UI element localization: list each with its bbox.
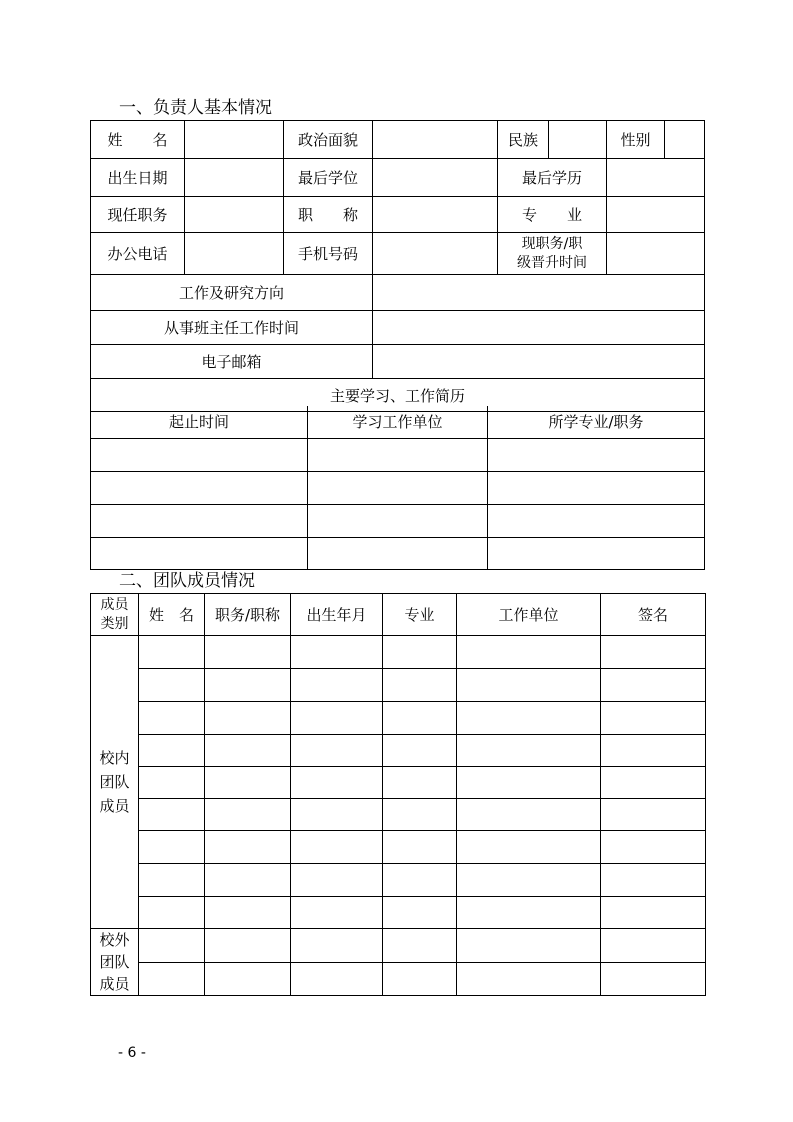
label-promotion-line2: 级晋升时间	[517, 254, 587, 271]
field-birth[interactable]	[185, 159, 284, 197]
member-cell[interactable]	[383, 669, 457, 702]
member-cell[interactable]	[291, 636, 383, 669]
member-cell[interactable]	[291, 929, 383, 963]
member-cell[interactable]	[601, 962, 706, 996]
field-promotion[interactable]	[607, 233, 705, 275]
external-label-line2: 团队	[99, 953, 130, 971]
section1-title: 一、负责人基本情况	[119, 98, 272, 118]
member-cell[interactable]	[139, 864, 205, 897]
member-cell[interactable]	[457, 636, 601, 669]
member-cell[interactable]	[291, 864, 383, 897]
member-cell[interactable]	[457, 962, 601, 996]
label-major: 专 业	[498, 197, 607, 233]
page-number: - 6 -	[118, 1045, 146, 1061]
header-major: 专业	[383, 594, 457, 636]
member-cell[interactable]	[601, 799, 706, 831]
member-cell[interactable]	[291, 702, 383, 735]
member-cell[interactable]	[205, 897, 291, 929]
member-cell[interactable]	[205, 636, 291, 669]
label-research: 工作及研究方向	[91, 275, 373, 311]
header-category-line1: 成员	[100, 596, 129, 613]
resume-header-period: 起止时间	[91, 406, 308, 438]
member-cell[interactable]	[291, 735, 383, 767]
external-label-line1: 校外	[99, 931, 130, 949]
member-cell[interactable]	[139, 897, 205, 929]
resume-header-major: 所学专业/职务	[488, 406, 705, 438]
field-email[interactable]	[373, 345, 705, 379]
member-cell[interactable]	[457, 799, 601, 831]
member-cell[interactable]	[383, 962, 457, 996]
member-cell[interactable]	[457, 864, 601, 897]
member-cell[interactable]	[291, 897, 383, 929]
member-cell[interactable]	[205, 864, 291, 897]
header-signature: 签名	[601, 594, 706, 636]
resume-cell[interactable]	[308, 438, 488, 471]
resume-cell[interactable]	[308, 537, 488, 569]
member-cell[interactable]	[205, 962, 291, 996]
member-cell[interactable]	[601, 929, 706, 963]
member-cell[interactable]	[457, 897, 601, 929]
member-cell[interactable]	[205, 831, 291, 864]
external-label-line3: 成员	[99, 975, 130, 993]
member-cell[interactable]	[383, 897, 457, 929]
member-cell[interactable]	[383, 799, 457, 831]
member-cell[interactable]	[383, 864, 457, 897]
member-cell[interactable]	[601, 897, 706, 929]
member-cell[interactable]	[139, 702, 205, 735]
member-cell[interactable]	[205, 669, 291, 702]
field-office-phone[interactable]	[185, 233, 284, 275]
member-cell[interactable]	[383, 831, 457, 864]
member-cell[interactable]	[139, 831, 205, 864]
label-homeroom-time: 从事班主任工作时间	[91, 311, 373, 345]
label-promotion-line1: 现职务/职	[521, 235, 583, 252]
resume-cell[interactable]	[91, 537, 308, 569]
member-cell[interactable]	[291, 831, 383, 864]
label-degree: 最后学位	[284, 159, 373, 197]
member-cell[interactable]	[383, 735, 457, 767]
member-cell[interactable]	[601, 831, 706, 864]
member-cell[interactable]	[601, 669, 706, 702]
resume-title: 主要学习、工作简历	[91, 379, 705, 412]
team-table	[90, 593, 706, 996]
member-cell[interactable]	[205, 929, 291, 963]
resume-table	[90, 406, 705, 570]
label-title: 职 称	[284, 197, 373, 233]
section2-title: 二、团队成员情况	[119, 571, 255, 591]
member-cell[interactable]	[205, 702, 291, 735]
resume-cell[interactable]	[488, 438, 705, 471]
field-political[interactable]	[373, 121, 388, 159]
resume-cell[interactable]	[308, 504, 488, 537]
field-research[interactable]	[373, 275, 705, 311]
label-mobile: 手机号码	[284, 233, 373, 275]
member-cell[interactable]	[139, 962, 205, 996]
header-birth: 出生年月	[291, 594, 383, 636]
member-cell[interactable]	[601, 702, 706, 735]
resume-cell[interactable]	[91, 504, 308, 537]
member-cell[interactable]	[291, 962, 383, 996]
label-political: 政治面貌	[284, 121, 373, 159]
member-cell[interactable]	[139, 929, 205, 963]
resume-cell[interactable]	[91, 471, 308, 504]
header-category-line2: 类别	[100, 615, 129, 632]
header-unit: 工作单位	[457, 594, 601, 636]
member-cell[interactable]	[139, 767, 205, 799]
label-position: 现任职务	[91, 197, 185, 233]
member-cell[interactable]	[601, 864, 706, 897]
member-cell[interactable]	[291, 767, 383, 799]
internal-label-line2: 团队	[99, 773, 130, 791]
field-title[interactable]	[373, 197, 498, 233]
member-cell[interactable]	[457, 669, 601, 702]
label-promotion	[498, 233, 607, 275]
member-cell[interactable]	[457, 929, 601, 963]
field-political-b[interactable]	[388, 121, 498, 159]
resume-cell[interactable]	[91, 438, 308, 471]
resume-cell[interactable]	[488, 537, 705, 569]
resume-cell[interactable]	[488, 504, 705, 537]
field-homeroom-time[interactable]	[373, 311, 705, 345]
label-name: 姓 名	[91, 121, 185, 159]
label-birth: 出生日期	[91, 159, 185, 197]
internal-label-line1: 校内	[99, 749, 130, 767]
member-cell[interactable]	[383, 702, 457, 735]
field-education[interactable]	[607, 159, 705, 197]
field-major[interactable]	[607, 197, 705, 233]
label-education: 最后学历	[498, 159, 607, 197]
resume-cell[interactable]	[308, 471, 488, 504]
field-gender[interactable]	[665, 121, 705, 159]
member-cell[interactable]	[205, 767, 291, 799]
member-cell[interactable]	[139, 799, 205, 831]
internal-members-label	[91, 636, 139, 929]
member-cell[interactable]	[205, 799, 291, 831]
internal-label-line3: 成员	[99, 797, 130, 815]
member-cell[interactable]	[457, 702, 601, 735]
member-cell[interactable]	[601, 767, 706, 799]
field-mobile[interactable]	[373, 233, 498, 275]
member-cell[interactable]	[457, 767, 601, 799]
member-cell[interactable]	[601, 636, 706, 669]
leader-info-table	[90, 120, 705, 412]
label-ethnicity: 民族	[498, 121, 549, 159]
field-ethnicity[interactable]	[549, 121, 607, 159]
member-cell[interactable]	[383, 636, 457, 669]
header-name: 姓 名	[139, 594, 205, 636]
member-cell[interactable]	[601, 735, 706, 767]
member-cell[interactable]	[383, 767, 457, 799]
header-position: 职务/职称	[205, 594, 291, 636]
member-cell[interactable]	[139, 669, 205, 702]
resume-cell[interactable]	[488, 471, 705, 504]
member-cell[interactable]	[205, 735, 291, 767]
member-cell[interactable]	[139, 636, 205, 669]
member-cell[interactable]	[291, 799, 383, 831]
field-name[interactable]	[185, 121, 284, 159]
member-cell[interactable]	[291, 669, 383, 702]
member-cell[interactable]	[139, 735, 205, 767]
member-cell[interactable]	[457, 831, 601, 864]
label-gender: 性别	[607, 121, 665, 159]
label-email: 电子邮箱	[91, 345, 373, 379]
resume-header-unit: 学习工作单位	[308, 406, 488, 438]
label-office-phone: 办公电话	[91, 233, 185, 275]
external-members-label	[91, 929, 139, 996]
member-cell[interactable]	[457, 735, 601, 767]
member-cell[interactable]	[383, 929, 457, 963]
field-position[interactable]	[185, 197, 284, 233]
header-category	[91, 594, 139, 636]
field-degree[interactable]	[373, 159, 498, 197]
